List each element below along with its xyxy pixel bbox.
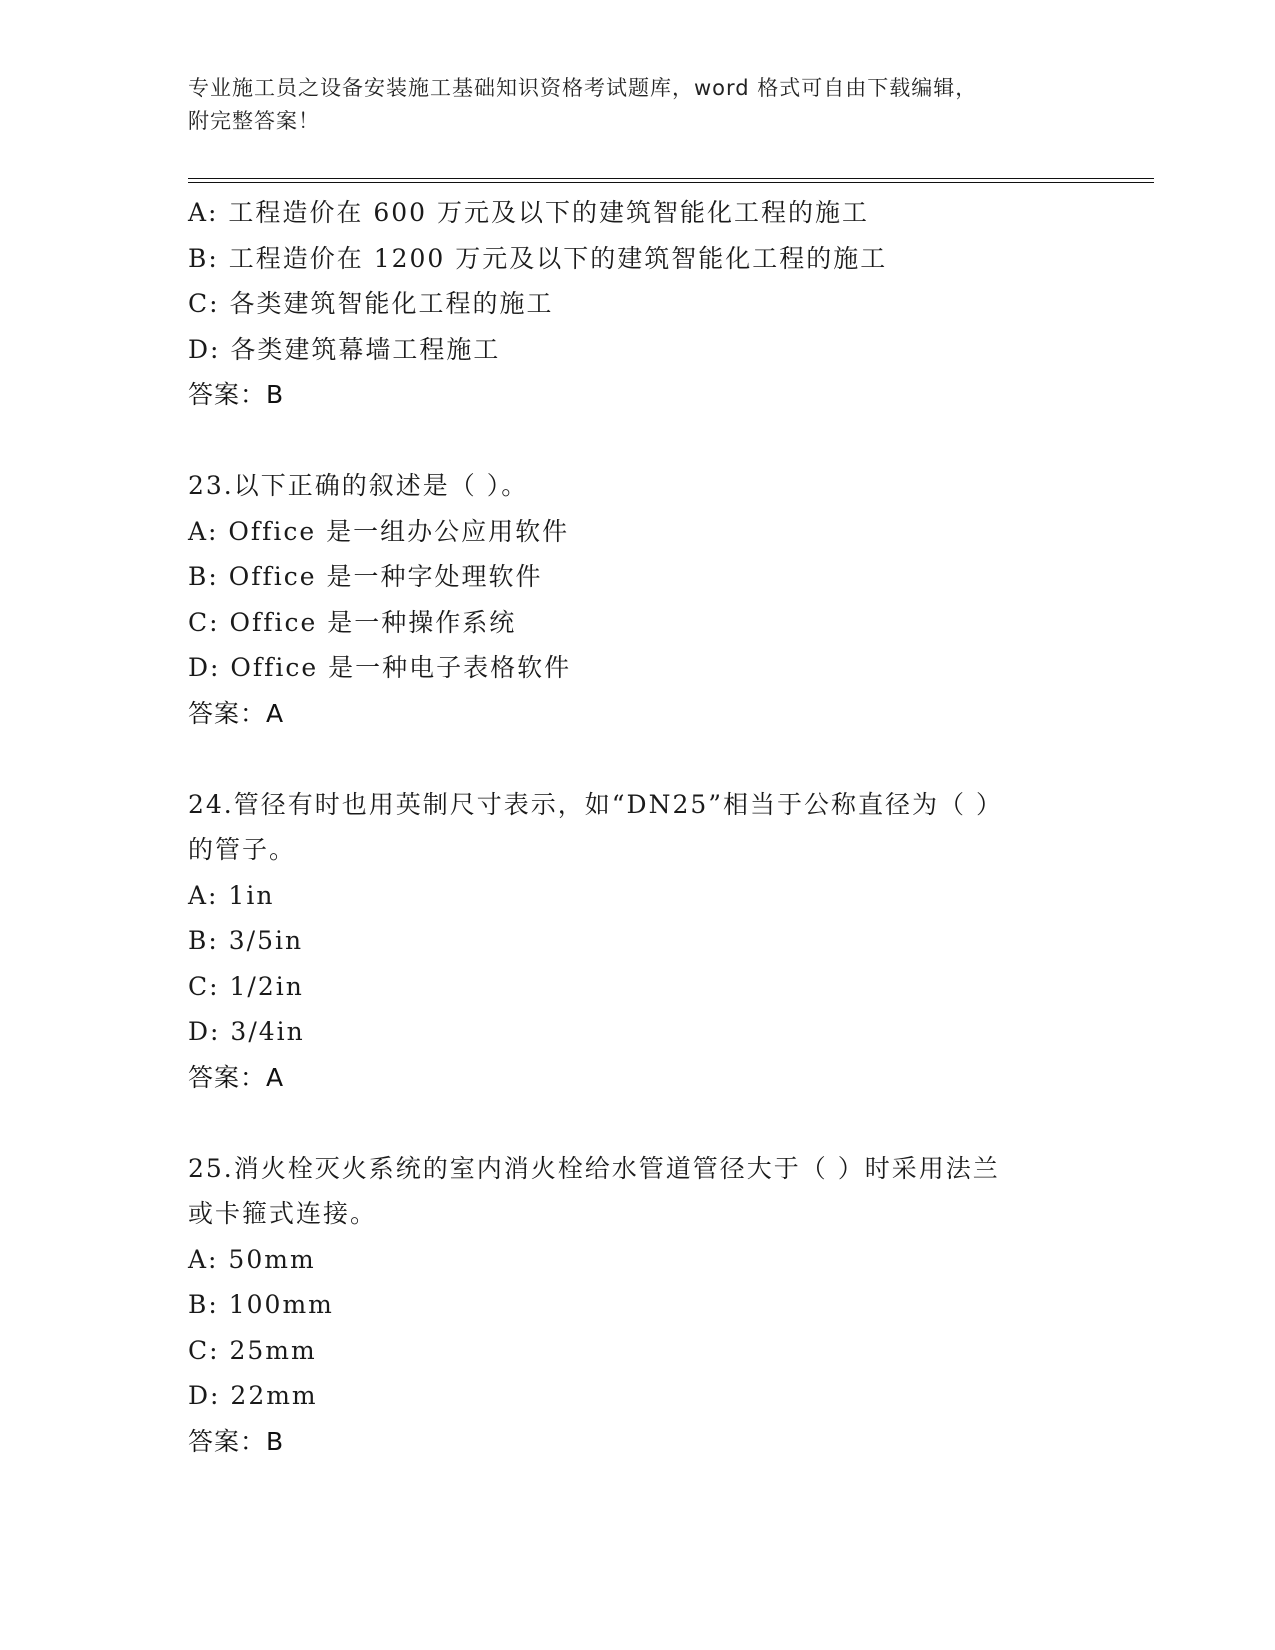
option-d: D: 3/4in	[188, 1017, 305, 1046]
header-line-2: 附完整答案！	[188, 109, 320, 133]
option-b: B: 3/5in	[188, 926, 304, 955]
option-b: B: 100mm	[188, 1290, 334, 1319]
option-d: D: 22mm	[188, 1381, 318, 1410]
answer-line: 答案：A	[188, 1062, 285, 1092]
question-22	[188, 190, 1148, 418]
question-stem-line-1: 25.消火栓灭火系统的室内消火栓给水管道管径大于（ ）时采用法兰	[188, 1153, 1000, 1183]
option-a: A: 工程造价在 600 万元及以下的建筑智能化工程的施工	[188, 198, 870, 227]
option-c: C: 1/2in	[188, 971, 304, 1001]
question-25	[188, 1146, 1148, 1465]
question-stem-line-2: 的管子。	[188, 835, 297, 864]
answer-line: 答案：B	[188, 380, 285, 409]
answer-line: 答案：A	[188, 698, 285, 728]
option-a: A: 1in	[188, 880, 275, 910]
question-23	[188, 463, 1148, 736]
option-d: D: Office 是一种电子表格软件	[188, 653, 572, 682]
option-a: A: Office 是一组办公应用软件	[188, 516, 570, 546]
option-b: B: 工程造价在 1200 万元及以下的建筑智能化工程的施工	[188, 243, 888, 273]
question-24	[188, 782, 1148, 1101]
option-c: C: Office 是一种操作系统	[188, 607, 517, 637]
option-a: A: 50mm	[188, 1244, 316, 1274]
spacer	[188, 736, 1148, 782]
answer-line: 答案：B	[188, 1426, 285, 1456]
option-c: C: 各类建筑智能化工程的施工	[188, 289, 554, 318]
question-stem: 23.以下正确的叙述是（ ）。	[188, 471, 529, 500]
option-b: B: Office 是一种字处理软件	[188, 562, 543, 591]
option-d: D: 各类建筑幕墙工程施工	[188, 334, 501, 364]
document-header	[188, 72, 1068, 138]
header-line-1: 专业施工员之设备安装施工基础知识资格考试题库，word 格式可自由下载编辑，	[188, 76, 978, 100]
question-list	[188, 190, 1148, 1464]
spacer	[188, 1100, 1148, 1146]
question-stem-line-2: 或卡箍式连接。	[188, 1199, 378, 1228]
header-divider	[188, 178, 1154, 183]
option-c: C: 25mm	[188, 1335, 317, 1365]
question-stem-line-1: 24.管径有时也用英制尺寸表示，如“DN25”相当于公称直径为（ ）	[188, 789, 1003, 819]
spacer	[188, 418, 1148, 464]
